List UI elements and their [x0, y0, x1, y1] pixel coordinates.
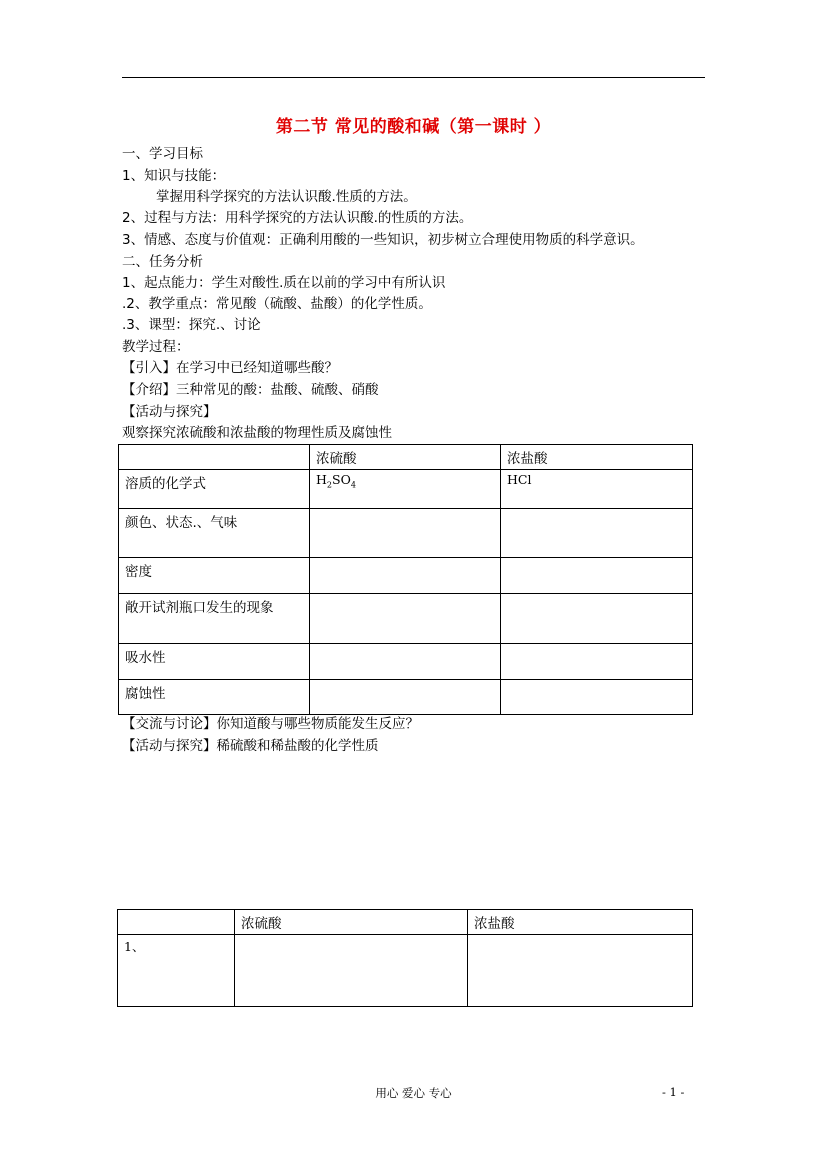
- heading-task-analysis: 二、任务分析: [122, 254, 203, 270]
- table-row: [119, 680, 693, 715]
- table-row: [119, 558, 693, 594]
- activity-description: 观察探究浓硫酸和浓盐酸的物理性质及腐蚀性: [122, 425, 392, 441]
- header-cell-conc-hydrochloric: 浓盐酸: [501, 445, 693, 470]
- table-row: [119, 509, 693, 558]
- table-row: [119, 470, 693, 509]
- physical-properties-table: [118, 444, 693, 715]
- step-introduction: 【引入】在学习中已经知道哪些酸？: [122, 360, 338, 376]
- task-key-points: .2、教学重点：常见酸（硫酸、盐酸）的化学性质。: [122, 296, 432, 312]
- task-lesson-type: .3、课型：探究.、讨论: [122, 317, 261, 333]
- row-label: 颜色、状态.、气味: [119, 509, 310, 558]
- table-row: [119, 644, 693, 680]
- header-cell-conc-sulfuric: 浓硫酸: [310, 445, 501, 470]
- table-row: [119, 594, 693, 644]
- row-label: 敞开试剂瓶口发生的现象: [119, 594, 310, 644]
- step-presentation: 【介绍】三种常见的酸：盐酸、硫酸、硝酸: [122, 382, 379, 398]
- activity-dilute-acids: 【活动与探究】稀硫酸和稀盐酸的化学性质: [122, 738, 379, 754]
- cell-hydrochloric: [501, 509, 693, 558]
- cell-sulfuric: [310, 558, 501, 594]
- header-cell-conc-sulfuric: 浓硫酸: [235, 910, 468, 935]
- goal-attitude: 3、情感、态度与价值观：正确利用酸的一些知识，初步树立合理使用物质的科学意识。: [122, 232, 644, 248]
- table-row: [118, 935, 693, 1007]
- chemical-properties-table: [117, 909, 693, 1007]
- cell-hydrochloric: [468, 935, 693, 1007]
- goal-process: 2、过程与方法：用科学探究的方法认识酸.的性质的方法。: [122, 210, 473, 226]
- table-header-row: [118, 910, 693, 935]
- row-label: 吸水性: [119, 644, 310, 680]
- cell-hydrochloric: [501, 644, 693, 680]
- cell-hydrochloric: [501, 558, 693, 594]
- page-number: - 1 -: [662, 1085, 685, 1099]
- cell-sulfuric: [310, 680, 501, 715]
- table-header-row: [119, 445, 693, 470]
- goal-knowledge-text: 掌握用科学探究的方法认识酸.性质的方法。: [156, 189, 417, 205]
- header-cell-conc-hydrochloric: 浓盐酸: [468, 910, 693, 935]
- formula-hydrochloric-acid: HCl: [501, 470, 693, 509]
- discussion-prompt: 【交流与讨论】你知道酸与哪些物质能发生反应？: [122, 716, 419, 732]
- footer-motto: 用心 爱心 专心: [375, 1086, 452, 1100]
- header-cell-empty: [119, 445, 310, 470]
- cell-hydrochloric: [501, 594, 693, 644]
- header-rule: [122, 77, 705, 78]
- cell-sulfuric: [310, 644, 501, 680]
- cell-hydrochloric: [501, 680, 693, 715]
- cell-sulfuric: [310, 509, 501, 558]
- row-label: 溶质的化学式: [119, 470, 310, 509]
- cell-sulfuric: [310, 594, 501, 644]
- row-label: 密度: [119, 558, 310, 594]
- row-label: 腐蚀性: [119, 680, 310, 715]
- cell-sulfuric: [235, 935, 468, 1007]
- row-label: 1、: [118, 935, 235, 1007]
- document-title: 第二节 常见的酸和碱（第一课时 ）: [275, 117, 552, 137]
- goal-knowledge-heading: 1、知识与技能：: [122, 168, 226, 184]
- teaching-process-heading: 教学过程：: [122, 339, 190, 355]
- header-cell-empty: [118, 910, 235, 935]
- heading-learning-goals: 一、学习目标: [122, 146, 203, 162]
- task-starting-ability: 1、起点能力：学生对酸性.质在以前的学习中有所认识: [122, 275, 446, 291]
- step-activity-heading: 【活动与探究】: [122, 404, 217, 420]
- formula-sulfuric-acid: $H_2SO_4$: [310, 470, 501, 509]
